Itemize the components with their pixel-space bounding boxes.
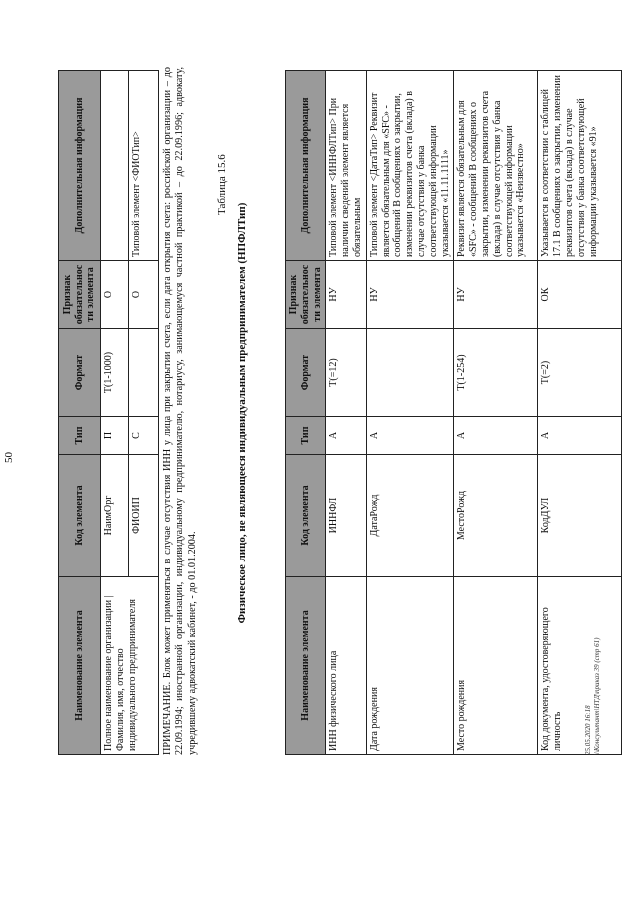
cell-element-code: НаимОрг xyxy=(101,455,129,577)
cell-type: А xyxy=(326,417,366,455)
footer-path: \\Консультант\НТД\приказ 39 (стр 61) xyxy=(592,637,601,755)
print-footer xyxy=(584,638,602,755)
header-element-code: Код элемента xyxy=(59,455,101,577)
cell-element-code: ИННФЛ xyxy=(326,455,366,577)
table-legal-entity-name xyxy=(58,70,159,755)
header-mandatory-flag: Признак обязательности элемента xyxy=(59,261,101,329)
cell-element-name: Дата рождения xyxy=(366,577,454,755)
header-element-name: Наименование элемента xyxy=(59,577,101,755)
cell-element-name: Полное наименование организации | Фамилия, имя, отчество индивидуального предпринимателя xyxy=(101,577,159,755)
header-type: Тип xyxy=(59,417,101,455)
cell-type: А xyxy=(454,417,538,455)
table-header-row xyxy=(286,71,326,755)
table-row xyxy=(454,71,538,755)
cell-element-name: Место рождения xyxy=(454,577,538,755)
cell-mandatory-flag: НУ xyxy=(326,261,366,329)
cell-type: А xyxy=(366,417,454,455)
header-mandatory-flag: Признак обязательности элемента xyxy=(286,261,326,329)
cell-element-name: Код документа, удостоверяющего личность xyxy=(538,577,622,755)
cell-element-code: МестоРожд xyxy=(454,455,538,577)
header-format: Формат xyxy=(59,329,101,417)
note-paragraph: ПРИМЕЧАНИЕ. Блок может применяться в случае отсутствия ИНН у лица при закрытии счета, если дата открытия счета: российской организации – до 22.09.1994; иностранной организации, индивидуальному предпринимателю, нотариусу, занимающемуся частной практикой – до 22.09.1996; адвокату, учредившему адвокатский кабинет, - до 01.01.2004. xyxy=(162,67,198,755)
table-number: Таблица 15.6 xyxy=(216,154,228,215)
table-title: Физическое лицо, не являющееся индивидуальным предпринимателем (НПФЛТип) xyxy=(236,202,248,624)
cell-additional-info: Типовой элемент <ИННФЛТип> При наличии сведений элемент является обязательным xyxy=(326,71,366,261)
table-individual-person xyxy=(285,70,622,755)
cell-format xyxy=(366,329,454,417)
cell-additional-info: Типовой элемент <ДатаТип> Реквизит является обязательным для «SFC» - сообщений В сообщениях о закрытии, изменении реквизитов счета (вклада) в случае отсутствия у банка соответствующей информации указывается «11.11.1111» xyxy=(366,71,454,261)
cell-mandatory-flag: НУ xyxy=(454,261,538,329)
cell-element-code: КодДУЛ xyxy=(538,455,622,577)
cell-mandatory-flag: О xyxy=(129,261,159,329)
table-header-row xyxy=(59,71,101,755)
table-row xyxy=(366,71,454,755)
header-additional-info: Дополнительная информация xyxy=(286,71,326,261)
cell-format: T(1-1000) xyxy=(101,329,129,417)
cell-format: T(1-254) xyxy=(454,329,538,417)
cell-type: С xyxy=(129,417,159,455)
page-number: 50 xyxy=(3,452,15,463)
cell-element-code: ДатаРожд xyxy=(366,455,454,577)
header-element-code: Код элемента xyxy=(286,455,326,577)
cell-format: T(=2) xyxy=(538,329,622,417)
table-row xyxy=(538,71,622,755)
cell-format: T(=12) xyxy=(326,329,366,417)
table-row xyxy=(326,71,366,755)
cell-additional-info: Указывается в соответствии с таблицей 17.1 В сообщениях о закрытии, изменении реквизитов счета (вклада) в случае отсутствия у банка соответствующей информации указывается «91» xyxy=(538,71,622,261)
cell-element-name: ИНН физического лица xyxy=(326,577,366,755)
cell-type: А xyxy=(538,417,622,455)
cell-additional-info xyxy=(101,71,129,261)
header-element-name: Наименование элемента xyxy=(286,577,326,755)
cell-format xyxy=(129,329,159,417)
cell-additional-info: Реквизит является обязательным для «SFC» - сообщений В сообщениях о закрытии, изменении реквизитов счета (вклада) в случае отсутствия у банка соответствующей информации указывается «Неизвестно» xyxy=(454,71,538,261)
cell-type: П xyxy=(101,417,129,455)
cell-mandatory-flag: ОК xyxy=(538,261,622,329)
header-additional-info: Дополнительная информация xyxy=(59,71,101,261)
header-type: Тип xyxy=(286,417,326,455)
table-row xyxy=(101,71,129,755)
cell-mandatory-flag: НУ xyxy=(366,261,454,329)
cell-mandatory-flag: О xyxy=(101,261,129,329)
footer-timestamp: 25.05.2020 16:18 xyxy=(584,705,592,755)
cell-element-code: ФИОИП xyxy=(129,455,159,577)
header-format: Формат xyxy=(286,329,326,417)
cell-additional-info: Типовой элемент <ФИОТип> xyxy=(129,71,159,261)
